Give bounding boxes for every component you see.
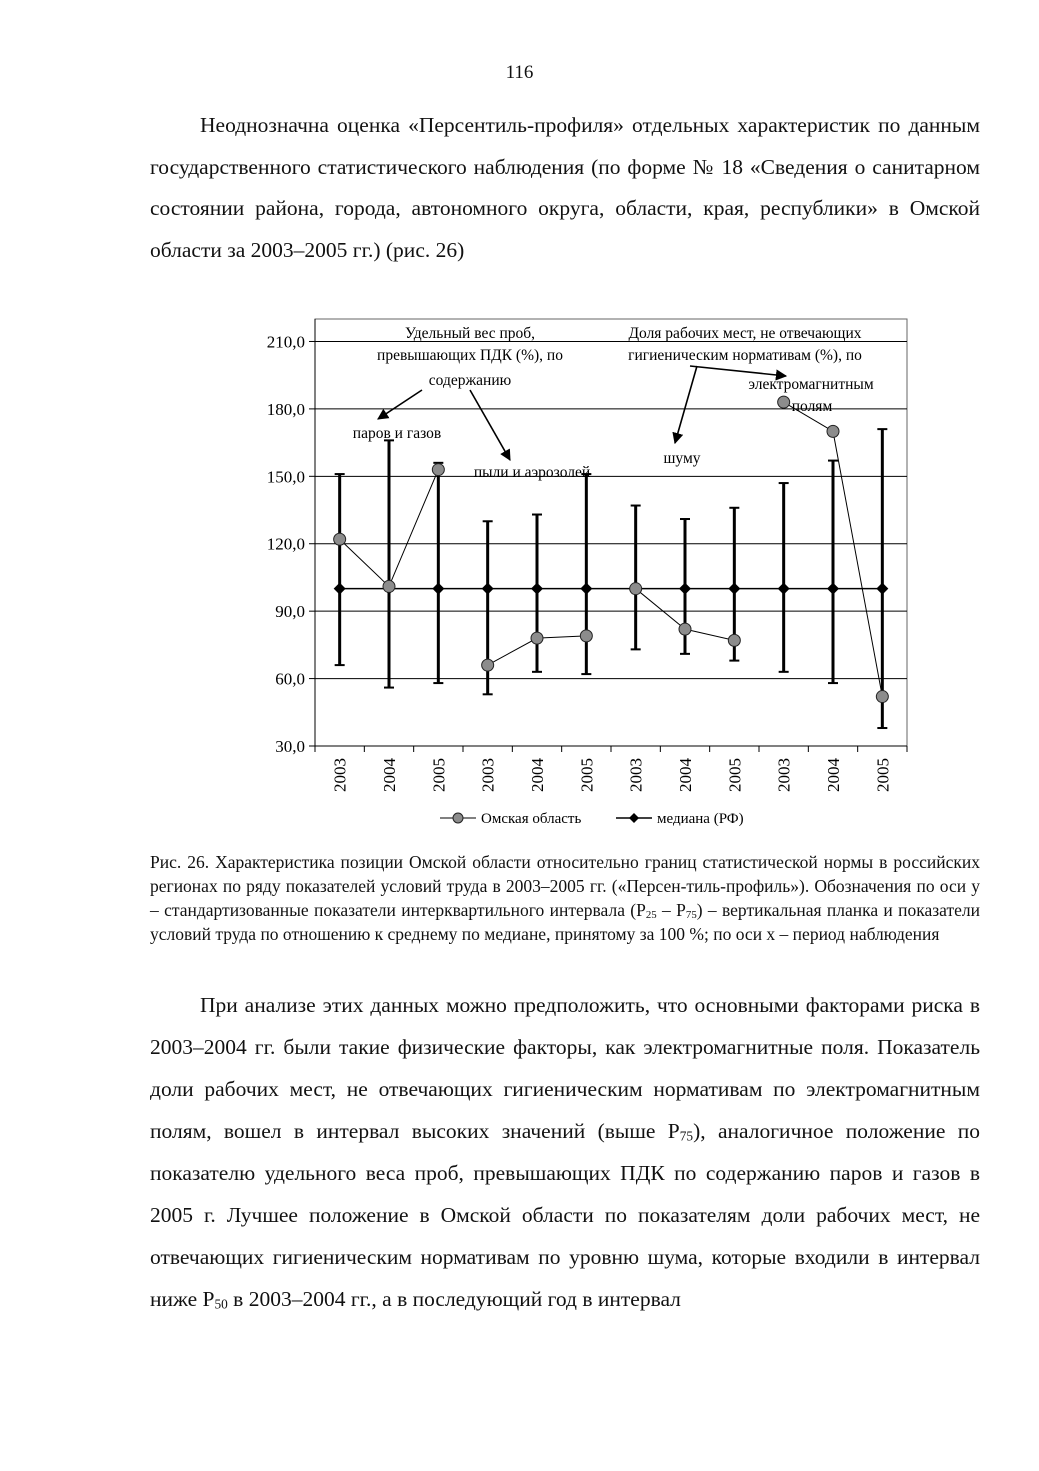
y-axis xyxy=(267,319,315,756)
interquartile-bars xyxy=(335,429,888,728)
chart-legend xyxy=(440,811,744,827)
intro-paragraph xyxy=(150,105,980,271)
median-point xyxy=(432,583,444,595)
annotation-header-right-1: Доля рабочих мест, не отвечающих xyxy=(628,325,862,342)
omsk-point xyxy=(876,691,888,703)
annotation-noise: шуму xyxy=(663,450,701,467)
arrow-vapors-gases xyxy=(378,390,422,419)
x-tick-label: 2003 xyxy=(330,758,350,792)
x-tick-label: 2004 xyxy=(824,758,843,792)
body-sub-p75: 75 xyxy=(679,1128,694,1144)
median-point xyxy=(580,583,592,595)
omsk-point xyxy=(630,583,642,595)
y-tick-label: 210,0 xyxy=(266,332,305,352)
x-tick-label: 2005 xyxy=(725,758,745,792)
median-point xyxy=(531,583,543,595)
body-part-2: ), аналогичное положение по показателю удельного веса проб, превышающих ПДК по содержанию паров и газов в 2005 г. Лучшее положение в Омской области по показателям доли рабочих мест, не отвечающих гигиеническим нормативам по уровню шума, которые входили в интервал ниже P xyxy=(150,1119,980,1311)
median-point xyxy=(728,583,740,595)
y-tick-label: 60,0 xyxy=(275,669,305,689)
y-tick-label: 90,0 xyxy=(275,602,305,622)
median-point xyxy=(679,583,691,595)
median-point xyxy=(827,583,839,595)
x-tick-label: 2005 xyxy=(577,758,597,792)
page-number: 116 xyxy=(505,62,534,83)
omsk-point xyxy=(580,630,592,642)
omsk-point xyxy=(827,425,839,437)
body-part-3: в 2003–2004 гг., а в последующий год в интервал xyxy=(227,1287,681,1311)
annotation-em-2: полям xyxy=(791,398,833,415)
annotation-em-1: электромагнитным xyxy=(748,376,874,393)
legend-omsk-marker xyxy=(453,813,463,823)
arrow-dust-aerosols xyxy=(470,390,510,460)
caption-sub-p75: 75 xyxy=(685,909,697,922)
median-point xyxy=(482,583,494,595)
omsk-point xyxy=(679,623,691,635)
omsk-point xyxy=(383,580,395,592)
y-tick-label: 180,0 xyxy=(266,399,305,419)
omsk-point xyxy=(432,464,444,476)
body-part-1: При анализе этих данных можно предположить, что основными факторами риска в 2003–2004 гг. были такие физические факторы, как электромагнитные поля. Показатель доли рабочих мест, не отвечающих гигиеническим нормативам по электромагнитным полям, вошел в интервал высоких значений (выше P xyxy=(150,993,980,1143)
x-tick-label: 2003 xyxy=(774,758,794,792)
body-paragraph xyxy=(150,984,980,1320)
omsk-point xyxy=(482,659,494,671)
legend-median-label: медиана (РФ) xyxy=(657,811,744,827)
intro-text: Неоднозначна оценка «Персентиль-профиля» отдельных характеристик по данным государственного статистического наблюдения (по форме № 18 «Сведения о санитарном состоянии района, города, автономного округа, области, края, республики» в Омской области за 2003–2005 гг.) (рис. 26) xyxy=(150,113,980,262)
caption-part-3: ) – вертикальная планка и показатели условий труда по отношению к среднему по медиане, принятому за 100 %; по оси x – период наблюдения xyxy=(150,900,980,944)
annotation-header-right-2: гигиеническим нормативам (%), по xyxy=(628,347,862,364)
series-lines xyxy=(340,402,883,696)
median-point xyxy=(876,583,888,595)
x-tick-label: 2004 xyxy=(528,758,547,792)
percentile-profile-chart xyxy=(230,305,920,835)
x-tick-label: 2005 xyxy=(429,758,449,792)
annotation-header-left-3: содержанию xyxy=(428,372,512,389)
x-tick-label: 2005 xyxy=(873,758,893,792)
series-markers xyxy=(334,396,889,702)
body-sub-p50: 50 xyxy=(214,1296,228,1312)
annotation-header-left-1: Удельный вес проб, xyxy=(404,325,536,342)
legend-median-marker xyxy=(629,813,639,823)
omsk-point xyxy=(531,632,543,644)
legend-omsk-label: Омская область xyxy=(481,811,582,827)
caption-part-1: Рис. 26. Характеристика позиции Омской области относительно границ статистической нормы в российских регионах по ряду показателей условий труда в 2003–2005 гг. («Персен-тиль-профиль»). Обозначения по оси y – стандартизованные показатели интерквартильного интервала (P xyxy=(150,852,980,920)
x-tick-label: 2003 xyxy=(478,758,498,792)
chart-annotations xyxy=(353,325,874,481)
y-tick-label: 30,0 xyxy=(275,737,305,756)
caption-sub-p25: 25 xyxy=(645,909,657,922)
y-tick-label: 120,0 xyxy=(266,534,305,554)
x-tick-label: 2004 xyxy=(676,758,695,792)
omsk-point xyxy=(334,533,346,545)
y-tick-label: 150,0 xyxy=(266,467,305,487)
annotation-header-left-2: превышающих ПДК (%), по xyxy=(377,347,563,364)
x-tick-label: 2004 xyxy=(380,758,399,792)
median-point xyxy=(334,583,346,595)
annotation-vapors-gases: паров и газов xyxy=(352,425,442,442)
figure-caption xyxy=(150,850,980,946)
arrow-em xyxy=(690,366,786,376)
omsk-point xyxy=(778,396,790,408)
arrow-noise xyxy=(675,366,697,443)
caption-part-2: – P xyxy=(656,900,686,920)
x-tick-label: 2003 xyxy=(626,758,646,792)
annotation-dust-aerosols: пыли и аэрозолей xyxy=(473,464,591,481)
x-axis xyxy=(315,746,907,792)
median-point xyxy=(778,583,790,595)
omsk-point xyxy=(728,634,740,646)
